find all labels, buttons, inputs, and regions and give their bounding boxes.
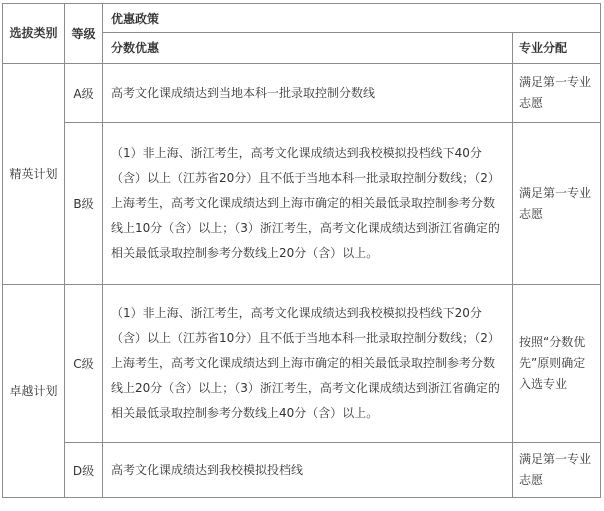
score-benefit-cell: 高考文化课成绩达到我校模拟投档线: [103, 443, 513, 498]
category-cell-excellence: 卓越计划: [3, 285, 65, 498]
header-policy: 优惠政策: [103, 4, 601, 33]
header-score-benefit: 分数优惠: [103, 33, 513, 64]
table-row: [3, 123, 601, 285]
table-row: [3, 285, 601, 443]
category-cell-elite: 精英计划: [3, 64, 65, 285]
major-assignment-cell: 满足第一专业志愿: [513, 443, 601, 498]
level-cell: A级: [65, 64, 103, 123]
score-benefit-cell: （1）非上海、浙江考生，高考文化课成绩达到我校模拟投档线下40分（含）以上（江苏省20分）且不低于当地本科一批录取控制分数线；（2）上海考生，高考文化课成绩达到上海市确定的相关最低录取控制参考分数线上10分（含）以上；（3）浙江考生，高考文化课成绩达到浙江省确定的相关最低录取控制参考分数线上20分（含）以上。: [103, 123, 513, 285]
table-row: [3, 64, 601, 123]
major-assignment-cell: 满足第一专业志愿: [513, 123, 601, 285]
header-category: 选拔类别: [3, 4, 65, 64]
major-assignment-cell: 满足第一专业志愿: [513, 64, 601, 123]
table-row: [3, 443, 601, 498]
header-level: 等级: [65, 4, 103, 64]
level-cell: C级: [65, 285, 103, 443]
score-benefit-cell: 高考文化课成绩达到当地本科一批录取控制分数线: [103, 64, 513, 123]
major-assignment-cell: 按照“分数优先”原则确定入选专业: [513, 285, 601, 443]
admission-policy-table: [2, 3, 601, 498]
level-cell: D级: [65, 443, 103, 498]
score-benefit-cell: （1）非上海、浙江考生，高考文化课成绩达到我校模拟投档线下20分（含）以上（江苏省10分）且不低于当地本科一批录取控制分数线；（2）上海考生，高考文化课成绩达到上海市确定的相关最低录取控制参考分数线上20分（含）以上；（3）浙江考生，高考文化课成绩达到浙江省确定的相关最低录取控制参考分数线上40分（含）以上。: [103, 285, 513, 443]
level-cell: B级: [65, 123, 103, 285]
header-major-assignment: 专业分配: [513, 33, 601, 64]
